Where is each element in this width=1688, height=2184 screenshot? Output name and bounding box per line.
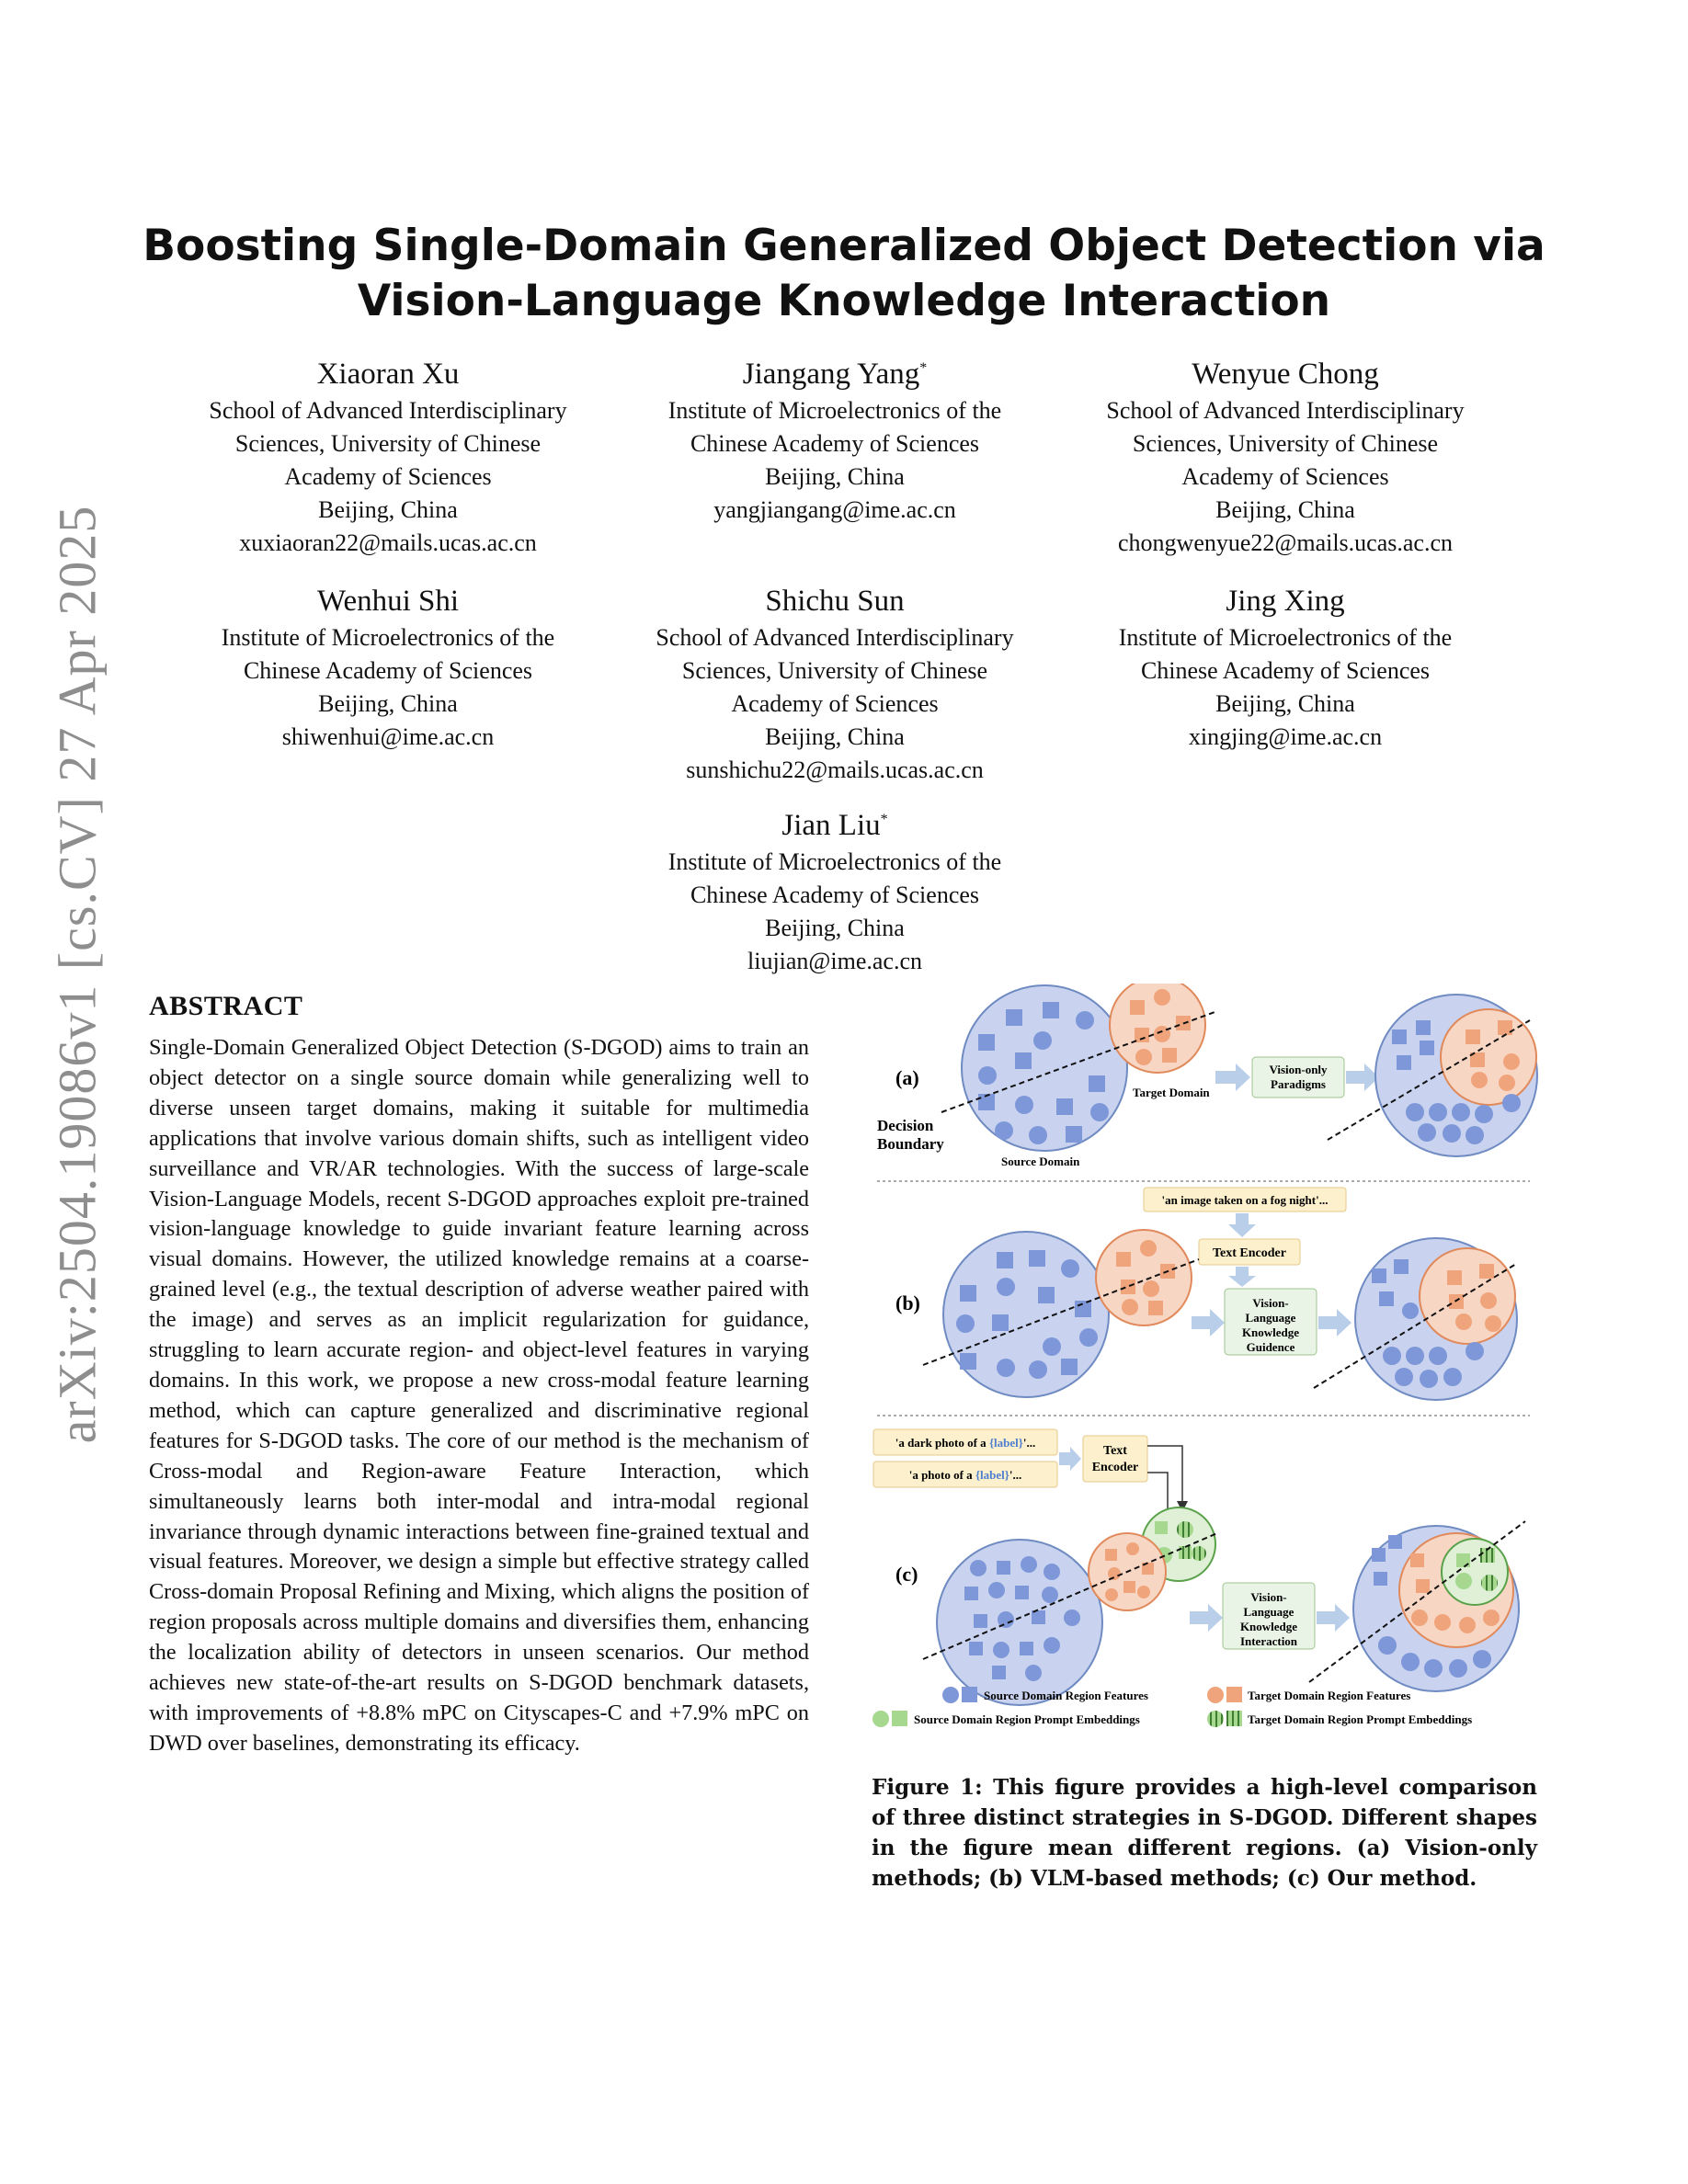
interaction-label: Language <box>1243 1605 1295 1619</box>
flow-arrow <box>1346 1064 1379 1091</box>
legend-source-prompt-square-icon <box>892 1711 907 1726</box>
guidance-label: Knowledge <box>1241 1325 1300 1339</box>
author-email[interactable]: xingjing@ime.ac.cn <box>1188 723 1383 750</box>
author-affiliation: School of Advanced Interdisciplinary <box>656 624 1014 651</box>
author-block <box>158 575 618 754</box>
legend-target-prompts: Target Domain Region Prompt Embeddings <box>1248 1712 1473 1726</box>
author-affiliation: Chinese Academy of Sciences <box>243 657 533 684</box>
author-name: Shichu Sun <box>765 585 905 618</box>
author-affiliation: Institute of Microelectronics of the <box>221 624 555 651</box>
title-line-2: Vision-Language Knowledge Interaction <box>357 276 1331 326</box>
photo-prompt-text: 'a photo of a {label}'... <box>908 1468 1022 1482</box>
panel-a <box>877 984 1537 1168</box>
author-name: Jiangang Yang* <box>742 358 928 391</box>
guidance-label: Guidence <box>1246 1340 1295 1354</box>
flow-arrow <box>1190 1604 1223 1632</box>
author-block <box>605 348 1065 527</box>
abstract-text: Single-Domain Generalized Object Detection (S-DGOD) aims to train an object detector on a single source domain while generalizing well to diverse unseen target domains, making it suitable for multimedia applications that involve various domain shifts, such as intelligent video surveillance and VR/AR technologies. With the success of large-scale Vision-Language Models, recent S-DGOD approaches exploit pre-trained vision-language knowledge to guide invariant feature learning across visual domains. However, the utilized knowledge remains at a coarse-grained level (e.g., the textual description of adverse weather paired with the image) and serves as an implicit regularization for guidance, struggling to learn accurate region- and object-level features in varying domains. In this work, we propose a new cross-modal feature learning method, which can capture generalized and discriminative regional features for S-DGOD tasks. The core of our method is the mechanism of Cross-modal and Region-aware Feature Interaction, which simultaneously learns both inter-modal and intra-modal regional invariance through dynamic interactions between fine-grained textual and visual features. Moreover, we design a simple but effective strategy called Cross-domain Proposal Refining and Mixing, which aligns the position of region proposals across multiple domains and diversifies them, enhancing the localization ability of detectors in unseen scenarios. Our method achieves new state-of-the-art results on S-DGOD benchmark datasets, with improvements of +8.8% mPC on Cityscapes-C and +7.9% mPC on DWD over baselines, demonstrating its efficacy. <box>149 1035 809 1756</box>
decision-boundary-label: Decision <box>877 1117 934 1134</box>
author-affiliation: Institute of Microelectronics of the <box>1118 624 1453 651</box>
author-location: Beijing, China <box>1215 496 1355 523</box>
figure-caption: Figure 1: This figure provides a high-level comparison of three distinct strategies in S-DGOD. Different shapes in the figure mean different regions. (a) Vision-only methods; (b) VLM-based methods; (c) Our method. <box>872 1775 1537 1891</box>
interaction-label: Interaction <box>1239 1634 1298 1648</box>
flow-arrow <box>1215 1064 1250 1091</box>
source-domain-label: Source Domain <box>1001 1155 1080 1168</box>
connector-arrow <box>1147 1446 1182 1509</box>
legend-source-prompt-circle-icon <box>873 1711 889 1727</box>
flow-arrow <box>1059 1447 1081 1471</box>
author-block <box>158 348 618 560</box>
legend-target-prompt-circle-icon <box>1207 1711 1224 1727</box>
author-name: Jing Xing <box>1226 585 1345 618</box>
author-affiliation: Chinese Academy of Sciences <box>690 430 980 457</box>
author-affiliation: Academy of Sciences <box>284 463 492 490</box>
author-affiliation: School of Advanced Interdisciplinary <box>209 397 567 424</box>
panel-c-label: (c) <box>895 1563 918 1586</box>
author-location: Beijing, China <box>765 723 905 750</box>
legend-target-features: Target Domain Region Features <box>1248 1689 1411 1702</box>
figure-1 <box>868 984 1539 1746</box>
text-encoder-label: Encoder <box>1091 1461 1139 1474</box>
author-name: Wenyue Chong <box>1192 358 1379 391</box>
author-name: Jian Liu* <box>781 809 888 842</box>
author-affiliation: Sciences, University of Chinese <box>681 657 988 684</box>
author-location: Beijing, China <box>765 915 905 941</box>
panel-b <box>895 1188 1517 1400</box>
panel-a-label: (a) <box>895 1066 919 1089</box>
text-encoder-box <box>1083 1436 1147 1482</box>
flow-arrow <box>1317 1604 1350 1632</box>
author-affiliation: Sciences, University of Chinese <box>234 430 542 457</box>
result-target-circle <box>1441 1009 1536 1105</box>
guidance-label: Vision- <box>1252 1296 1289 1310</box>
flow-arrow <box>1228 1267 1256 1287</box>
author-block <box>605 575 1065 787</box>
author-block <box>605 800 1065 978</box>
flow-arrow <box>1192 1309 1225 1337</box>
legend-target-circle-icon <box>1207 1687 1224 1703</box>
text-encoder-label: Text <box>1103 1444 1127 1458</box>
author-affiliation: Academy of Sciences <box>1181 463 1389 490</box>
author-email[interactable]: liujian@ime.ac.cn <box>747 948 922 974</box>
flow-arrow <box>1318 1309 1352 1337</box>
author-affiliation: Academy of Sciences <box>731 690 939 717</box>
abstract-heading: ABSTRACT <box>149 991 303 1021</box>
result-target-circle <box>1420 1248 1515 1344</box>
author-email[interactable]: shiwenhui@ime.ac.cn <box>281 723 495 750</box>
fog-prompt-text: 'an image taken on a fog night'... <box>1161 1193 1329 1207</box>
legend-source-circle-icon <box>942 1687 959 1703</box>
author-block <box>1055 575 1515 754</box>
author-location: Beijing, China <box>318 690 458 717</box>
author-email[interactable]: sunshichu22@mails.ucas.ac.cn <box>686 756 984 783</box>
author-email[interactable]: chongwenyue22@mails.ucas.ac.cn <box>1118 529 1453 556</box>
legend-target-square-icon <box>1226 1687 1242 1702</box>
vision-only-label: Paradigms <box>1271 1077 1326 1091</box>
legend-source-prompts: Source Domain Region Prompt Embeddings <box>914 1712 1140 1726</box>
panel-b-label: (b) <box>895 1291 920 1314</box>
author-affiliation: Institute of Microelectronics of the <box>667 397 1002 424</box>
guidance-label: Language <box>1245 1311 1296 1325</box>
author-location: Beijing, China <box>765 463 905 490</box>
vision-only-label: Vision-only <box>1269 1063 1328 1076</box>
panel-c <box>873 1429 1525 1705</box>
author-email[interactable]: yangjiangang@ime.ac.cn <box>713 496 956 523</box>
author-email[interactable]: xuxiaoran22@mails.ucas.ac.cn <box>239 529 537 556</box>
dark-prompt-text: 'a dark photo of a {label}'... <box>895 1436 1036 1450</box>
result-prompt-circle <box>1442 1539 1508 1605</box>
interaction-label: Vision- <box>1250 1590 1287 1604</box>
author-location: Beijing, China <box>1215 690 1355 717</box>
paper-title <box>0 219 1688 329</box>
author-affiliation: Chinese Academy of Sciences <box>1140 657 1431 684</box>
legend-target-prompt-square-icon <box>1226 1711 1242 1726</box>
flow-arrow <box>1228 1213 1256 1237</box>
target-domain-label: Target Domain <box>1133 1086 1210 1099</box>
legend-source-features: Source Domain Region Features <box>984 1689 1148 1702</box>
author-location: Beijing, China <box>318 496 458 523</box>
title-line-1: Boosting Single-Domain Generalized Object Detection via <box>143 221 1545 271</box>
interaction-label: Knowledge <box>1239 1620 1298 1633</box>
author-block <box>1055 348 1515 560</box>
author-affiliation: Chinese Academy of Sciences <box>690 882 980 908</box>
author-affiliation: Sciences, University of Chinese <box>1132 430 1439 457</box>
author-name: Xiaoran Xu <box>316 358 460 391</box>
legend-source-square-icon <box>962 1687 977 1702</box>
author-name: Wenhui Shi <box>316 585 460 618</box>
figure-legend <box>873 1687 1472 1727</box>
text-encoder-label: Text Encoder <box>1213 1246 1286 1260</box>
author-affiliation: School of Advanced Interdisciplinary <box>1106 397 1465 424</box>
author-affiliation: Institute of Microelectronics of the <box>667 848 1002 875</box>
figure-1-diagram <box>868 984 1539 1746</box>
arxiv-identifier: arXiv:2504.19086v1 [cs.CV] 27 Apr 2025 <box>47 505 108 1444</box>
decision-boundary-label: Boundary <box>877 1135 944 1153</box>
